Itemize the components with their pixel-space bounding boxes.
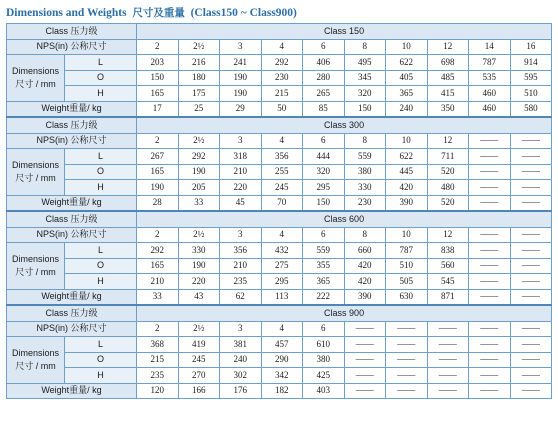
dim-cell: 355 [303,258,345,274]
class-value: Class 150 [137,24,552,40]
weight-cell: —— [510,289,552,305]
class-label: Class 压力级 [7,305,137,321]
dim-cell: 270 [178,368,220,384]
dimensions-table-body [7,24,552,399]
dimensions-label-en: Dimensions [11,65,60,76]
nps-cell: —— [427,321,469,337]
dim-cell: 295 [261,274,303,290]
dim-sub-label: L [65,149,137,165]
dim-cell: 415 [427,86,469,102]
nps-cell: 8 [344,39,386,55]
dim-cell: 235 [137,368,179,384]
weight-cell: 70 [261,195,303,211]
class-row [7,24,552,40]
dim-cell: 165 [137,258,179,274]
nps-cell: 2½ [178,133,220,149]
weight-cell: 50 [261,101,303,117]
nps-cell: 10 [386,39,428,55]
title-cn: 尺寸及重量 [132,7,185,19]
dim-cell: 302 [220,368,262,384]
dim-cell: 559 [344,149,386,165]
nps-cell: 6 [303,321,345,337]
dimensions-label-en: Dimensions [11,347,60,358]
nps-cell: 2 [137,39,179,55]
dim-row-o [7,258,552,274]
dim-cell: 240 [220,352,262,368]
dim-cell: 320 [344,86,386,102]
weight-row [7,383,552,399]
nps-cell: 3 [220,39,262,55]
nps-label: NPS(in) 公称尺寸 [7,39,137,55]
dim-cell: —— [427,368,469,384]
nps-cell: —— [469,227,511,243]
dimensions-table [6,23,552,399]
dim-cell: 205 [178,180,220,196]
weight-cell: 630 [386,289,428,305]
nps-cell: 6 [303,39,345,55]
weight-cell: 222 [303,289,345,305]
dim-cell: 190 [220,86,262,102]
nps-cell: 4 [261,321,303,337]
title-en: Dimensions and Weights [6,7,127,19]
dim-cell: 495 [344,55,386,71]
weight-row [7,195,552,211]
dimensions-label [7,55,65,102]
nps-cell: 3 [220,321,262,337]
dim-cell: 545 [427,274,469,290]
dim-cell: 510 [510,86,552,102]
dim-cell: 425 [303,368,345,384]
nps-cell: —— [510,133,552,149]
weight-cell: 17 [137,101,179,117]
dim-cell: —— [510,164,552,180]
dim-cell: 660 [344,243,386,259]
dim-cell: 520 [427,164,469,180]
weight-row [7,289,552,305]
nps-cell: 2 [137,227,179,243]
dim-cell: 190 [220,70,262,86]
dim-cell: 420 [344,274,386,290]
dimensions-label-cn: 尺寸 / mm [15,266,56,277]
dim-cell: 245 [178,352,220,368]
dim-cell: 460 [469,86,511,102]
dim-cell: —— [469,180,511,196]
nps-cell: 14 [469,39,511,55]
dim-cell: 318 [220,149,262,165]
weight-cell: 33 [178,195,220,211]
nps-row [7,321,552,337]
dim-row-l [7,243,552,259]
dim-row-h [7,86,552,102]
nps-label: NPS(in) 公称尺寸 [7,227,137,243]
weight-cell: 240 [386,101,428,117]
dim-cell: —— [344,368,386,384]
dim-cell: 280 [303,70,345,86]
dim-cell: 210 [220,164,262,180]
dim-cell: 342 [261,368,303,384]
weight-label: Weight重量/ kg [7,101,137,117]
nps-cell: —— [510,227,552,243]
weight-cell: —— [510,383,552,399]
dimensions-label-cn: 尺寸 / mm [15,360,56,371]
dim-cell: 190 [178,258,220,274]
nps-cell: 4 [261,227,303,243]
dim-cell: —— [510,180,552,196]
dim-sub-label: H [65,274,137,290]
dim-cell: —— [469,243,511,259]
dim-cell: —— [344,352,386,368]
weight-cell: 45 [220,195,262,211]
weight-cell: —— [510,195,552,211]
class-label: Class 压力级 [7,24,137,40]
dim-cell: —— [386,337,428,353]
weight-cell: 403 [303,383,345,399]
dim-sub-label: O [65,258,137,274]
dimensions-label [7,149,65,196]
dim-cell: 914 [510,55,552,71]
dim-cell: 320 [303,164,345,180]
dim-cell: —— [469,149,511,165]
weight-label: Weight重量/ kg [7,383,137,399]
dim-cell: 330 [178,243,220,259]
dim-cell: 330 [344,180,386,196]
dim-row-o [7,70,552,86]
dim-sub-label: O [65,70,137,86]
dim-cell: 180 [178,70,220,86]
dim-cell: 480 [427,180,469,196]
weight-cell: 150 [344,101,386,117]
dim-row-l [7,337,552,353]
dim-cell: 215 [137,352,179,368]
dim-row-o [7,352,552,368]
weight-cell: —— [427,383,469,399]
dimensions-label [7,243,65,290]
dim-sub-label: H [65,180,137,196]
dim-cell: 255 [261,164,303,180]
dim-cell: —— [469,274,511,290]
weight-cell: 460 [469,101,511,117]
dim-row-h [7,274,552,290]
dim-cell: 220 [178,274,220,290]
dim-cell: 405 [386,70,428,86]
nps-cell: 2½ [178,321,220,337]
dim-cell: 190 [137,180,179,196]
nps-cell: 12 [427,227,469,243]
weight-row [7,101,552,117]
dimensions-label [7,337,65,384]
dim-cell: 505 [386,274,428,290]
class-row [7,305,552,321]
dim-cell: —— [510,368,552,384]
dim-cell: 444 [303,149,345,165]
weight-cell: 120 [137,383,179,399]
nps-cell: 10 [386,133,428,149]
dim-cell: —— [386,352,428,368]
nps-cell: 2½ [178,227,220,243]
dim-cell: 356 [220,243,262,259]
weight-cell: 28 [137,195,179,211]
dim-row-o [7,164,552,180]
dimensions-label-en: Dimensions [11,253,60,264]
dim-cell: 559 [303,243,345,259]
nps-cell: 6 [303,227,345,243]
weight-cell: 85 [303,101,345,117]
nps-cell: 12 [427,133,469,149]
weight-cell: 520 [427,195,469,211]
dim-cell: 510 [386,258,428,274]
weight-cell: 176 [220,383,262,399]
dim-cell: 380 [344,164,386,180]
dim-cell: 622 [386,55,428,71]
weight-cell: 29 [220,101,262,117]
dim-cell: 241 [220,55,262,71]
weight-cell: 62 [220,289,262,305]
weight-label: Weight重量/ kg [7,195,137,211]
class-row [7,117,552,133]
dim-cell: 420 [344,258,386,274]
dim-cell: —— [510,243,552,259]
dim-cell: 420 [386,180,428,196]
nps-row [7,227,552,243]
dim-cell: —— [510,352,552,368]
dim-cell: 190 [178,164,220,180]
weight-cell: 580 [510,101,552,117]
dim-cell: —— [469,258,511,274]
dim-cell: 457 [261,337,303,353]
dim-cell: 787 [469,55,511,71]
dim-cell: 787 [386,243,428,259]
dim-cell: 210 [137,274,179,290]
dim-sub-label: H [65,368,137,384]
weight-cell: 182 [261,383,303,399]
weight-cell: 871 [427,289,469,305]
class-row [7,211,552,227]
weight-cell: 166 [178,383,220,399]
nps-cell: 8 [344,133,386,149]
dim-cell: 595 [510,70,552,86]
dim-row-l [7,149,552,165]
nps-label: NPS(in) 公称尺寸 [7,321,137,337]
dim-cell: 485 [427,70,469,86]
dim-cell: 838 [427,243,469,259]
dim-cell: 419 [178,337,220,353]
dim-sub-label: H [65,86,137,102]
weight-label: Weight重量/ kg [7,289,137,305]
dim-cell: 165 [137,86,179,102]
weight-cell: 113 [261,289,303,305]
weight-cell: 150 [303,195,345,211]
dim-sub-label: O [65,352,137,368]
nps-cell: —— [344,321,386,337]
dim-cell: 245 [261,180,303,196]
dim-cell: —— [510,149,552,165]
nps-label: NPS(in) 公称尺寸 [7,133,137,149]
dim-cell: —— [510,337,552,353]
dim-sub-label: L [65,243,137,259]
dim-cell: 292 [137,243,179,259]
dim-cell: 368 [137,337,179,353]
dim-cell: 292 [178,149,220,165]
dim-cell: —— [469,352,511,368]
weight-cell: —— [469,383,511,399]
class-value: Class 600 [137,211,552,227]
dimensions-label-cn: 尺寸 / mm [15,172,56,183]
dim-cell: 445 [386,164,428,180]
page-title [6,5,297,20]
dim-cell: 203 [137,55,179,71]
dim-cell: 290 [261,352,303,368]
weight-cell: —— [344,383,386,399]
title-range: (Class150 ~ Class900) [190,7,297,19]
weight-cell: 25 [178,101,220,117]
nps-cell: 4 [261,39,303,55]
dim-cell: 560 [427,258,469,274]
dim-cell: —— [344,337,386,353]
nps-cell: 16 [510,39,552,55]
nps-cell: 10 [386,227,428,243]
dim-cell: —— [469,368,511,384]
weight-cell: —— [469,289,511,305]
dim-cell: 711 [427,149,469,165]
dim-cell: 365 [386,86,428,102]
nps-cell: —— [469,133,511,149]
nps-cell: 12 [427,39,469,55]
nps-cell: 2½ [178,39,220,55]
dim-cell: 698 [427,55,469,71]
dim-cell: 356 [261,149,303,165]
dim-cell: 365 [303,274,345,290]
dim-cell: 220 [220,180,262,196]
dim-cell: 210 [220,258,262,274]
weight-cell: 350 [427,101,469,117]
dim-cell: 175 [178,86,220,102]
dim-cell: —— [469,337,511,353]
nps-cell: 2 [137,321,179,337]
dim-cell: —— [427,352,469,368]
dim-cell: 622 [386,149,428,165]
dim-cell: 432 [261,243,303,259]
dim-cell: 265 [303,86,345,102]
dimensions-label-en: Dimensions [11,159,60,170]
dim-cell: 381 [220,337,262,353]
nps-cell: —— [510,321,552,337]
nps-row [7,39,552,55]
dim-cell: 380 [303,352,345,368]
dim-cell: 345 [344,70,386,86]
class-label: Class 压力级 [7,117,137,133]
dim-cell: 215 [261,86,303,102]
weight-cell: —— [386,383,428,399]
dim-cell: 406 [303,55,345,71]
weight-cell: 43 [178,289,220,305]
nps-cell: —— [469,321,511,337]
dim-cell: 610 [303,337,345,353]
dim-cell: —— [510,274,552,290]
dim-row-h [7,180,552,196]
dim-cell: —— [386,368,428,384]
nps-cell: 8 [344,227,386,243]
dim-sub-label: L [65,55,137,71]
class-value: Class 300 [137,117,552,133]
dim-cell: —— [510,258,552,274]
dim-cell: 267 [137,149,179,165]
dim-sub-label: L [65,337,137,353]
nps-cell: 6 [303,133,345,149]
nps-cell: 4 [261,133,303,149]
dim-cell: 292 [261,55,303,71]
dim-cell: 230 [261,70,303,86]
nps-row [7,133,552,149]
dim-cell: 275 [261,258,303,274]
dim-cell: 165 [137,164,179,180]
dim-cell: 235 [220,274,262,290]
dim-row-l [7,55,552,71]
weight-cell: 33 [137,289,179,305]
nps-cell: 2 [137,133,179,149]
dimensions-label-cn: 尺寸 / mm [15,78,56,89]
dim-row-h [7,368,552,384]
weight-cell: 230 [344,195,386,211]
dim-cell: —— [427,337,469,353]
dim-cell: 150 [137,70,179,86]
class-label: Class 压力级 [7,211,137,227]
class-value: Class 900 [137,305,552,321]
weight-cell: —— [469,195,511,211]
nps-cell: 3 [220,133,262,149]
dim-cell: 216 [178,55,220,71]
dim-cell: —— [469,164,511,180]
weight-cell: 390 [386,195,428,211]
weight-cell: 390 [344,289,386,305]
dim-sub-label: O [65,164,137,180]
dim-cell: 295 [303,180,345,196]
dim-cell: 535 [469,70,511,86]
nps-cell: —— [386,321,428,337]
nps-cell: 3 [220,227,262,243]
